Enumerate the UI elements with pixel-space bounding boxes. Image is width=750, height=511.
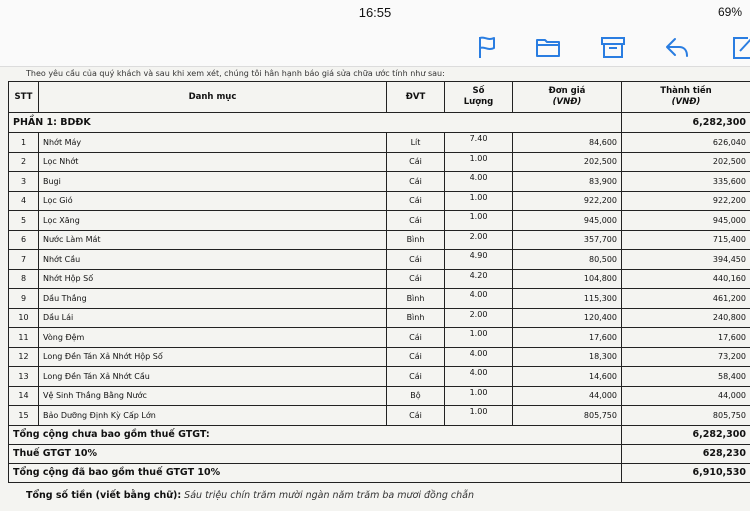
- row-unit: Cái: [387, 406, 445, 426]
- table-row: [9, 347, 750, 367]
- status-time: 16:55: [358, 5, 392, 20]
- quotation-table: [8, 81, 750, 483]
- table-header-row: [9, 82, 750, 113]
- row-unit: Bình: [387, 230, 445, 250]
- row-unit: Bình: [387, 289, 445, 309]
- table-row: [9, 191, 750, 211]
- row-unit-price: 17,600: [513, 328, 622, 348]
- row-item: Dầu Thắng: [39, 289, 387, 309]
- row-stt: 13: [9, 367, 39, 387]
- row-item: Lọc Nhớt: [39, 152, 387, 172]
- row-amount: 17,600: [622, 328, 750, 348]
- row-unit: Lít: [387, 133, 445, 153]
- row-unit: Cái: [387, 328, 445, 348]
- row-amount: 240,800: [622, 308, 750, 328]
- row-unit-price: 357,700: [513, 230, 622, 250]
- row-stt: 10: [9, 308, 39, 328]
- amount-in-words: [26, 490, 474, 501]
- row-item: Nước Làm Mát: [39, 230, 387, 250]
- row-stt: 14: [9, 386, 39, 406]
- row-amount: 440,160: [622, 269, 750, 289]
- quotation-document: [0, 66, 750, 511]
- grand-total-label: Tổng cộng đã bao gồm thuế GTGT 10%: [9, 463, 622, 482]
- status-bar: [0, 0, 750, 26]
- row-quantity: 4.00: [445, 172, 513, 192]
- row-stt: 4: [9, 191, 39, 211]
- row-quantity: 4.00: [445, 347, 513, 367]
- table-row: [9, 367, 750, 387]
- battery-percentage: 69%: [717, 5, 742, 19]
- flag-icon[interactable]: [474, 34, 500, 60]
- row-unit-price: 104,800: [513, 269, 622, 289]
- folder-icon[interactable]: [535, 34, 561, 60]
- table-row: [9, 172, 750, 192]
- header-unit-price: [513, 82, 622, 113]
- row-quantity: 1.00: [445, 191, 513, 211]
- row-quantity: 1.00: [445, 406, 513, 426]
- amount-in-words-label: Tổng số tiền (viết bằng chữ):: [26, 490, 182, 501]
- row-unit: Bình: [387, 308, 445, 328]
- row-unit: Cái: [387, 347, 445, 367]
- section-total: 6,282,300: [622, 113, 750, 133]
- row-unit: Cái: [387, 269, 445, 289]
- row-item: Lọc Gió: [39, 191, 387, 211]
- row-unit-price: 945,000: [513, 211, 622, 231]
- archive-icon[interactable]: [600, 34, 626, 60]
- row-unit-price: 922,200: [513, 191, 622, 211]
- subtotal-value: 6,282,300: [622, 425, 750, 444]
- row-item: Long Đền Tán Xả Nhớt Cầu: [39, 367, 387, 387]
- row-unit: Cái: [387, 367, 445, 387]
- row-item: Nhớt Máy: [39, 133, 387, 153]
- row-amount: 335,600: [622, 172, 750, 192]
- row-amount: 44,000: [622, 386, 750, 406]
- header-amount-line2: (VNĐ): [671, 97, 701, 107]
- row-item: Long Đền Tán Xả Nhớt Hộp Số: [39, 347, 387, 367]
- row-quantity: 1.00: [445, 386, 513, 406]
- row-stt: 12: [9, 347, 39, 367]
- compose-icon[interactable]: [730, 34, 750, 60]
- header-unit-price-line1: Đơn giá: [548, 86, 586, 96]
- table-row: [9, 289, 750, 309]
- row-unit: Cái: [387, 152, 445, 172]
- row-item: Vệ Sinh Thắng Bằng Nước: [39, 386, 387, 406]
- header-item: Danh mục: [39, 82, 387, 113]
- row-quantity: 4.00: [445, 289, 513, 309]
- row-unit-price: 14,600: [513, 367, 622, 387]
- row-unit-price: 84,600: [513, 133, 622, 153]
- mail-toolbar: [0, 26, 750, 67]
- row-quantity: 1.00: [445, 152, 513, 172]
- row-stt: 11: [9, 328, 39, 348]
- row-stt: 2: [9, 152, 39, 172]
- row-item: Bảo Dưỡng Định Kỳ Cấp Lớn: [39, 406, 387, 426]
- table-row: [9, 230, 750, 250]
- header-unit-price-line2: (VNĐ): [552, 97, 582, 107]
- subtotal-row: [9, 425, 750, 444]
- row-amount: 922,200: [622, 191, 750, 211]
- header-unit: ĐVT: [387, 82, 445, 113]
- header-amount: [622, 82, 750, 113]
- row-quantity: 1.00: [445, 211, 513, 231]
- row-unit-price: 80,500: [513, 250, 622, 270]
- table-row: [9, 133, 750, 153]
- table-row: [9, 328, 750, 348]
- header-amount-line1: Thành tiền: [660, 86, 712, 96]
- row-amount: 805,750: [622, 406, 750, 426]
- row-stt: 8: [9, 269, 39, 289]
- row-stt: 1: [9, 133, 39, 153]
- row-unit: Cái: [387, 191, 445, 211]
- row-amount: 73,200: [622, 347, 750, 367]
- row-amount: 202,500: [622, 152, 750, 172]
- vat-row: [9, 444, 750, 463]
- reply-icon[interactable]: [664, 34, 690, 60]
- row-unit: Cái: [387, 172, 445, 192]
- row-stt: 3: [9, 172, 39, 192]
- header-quantity-line1: Số: [472, 86, 485, 96]
- row-stt: 5: [9, 211, 39, 231]
- row-amount: 626,040: [622, 133, 750, 153]
- row-stt: 15: [9, 406, 39, 426]
- row-amount: 461,200: [622, 289, 750, 309]
- grand-total-row: [9, 463, 750, 482]
- row-stt: 7: [9, 250, 39, 270]
- row-quantity: 1.00: [445, 328, 513, 348]
- subtotal-label: Tổng cộng chưa bao gồm thuế GTGT:: [9, 425, 622, 444]
- row-item: Dầu Lái: [39, 308, 387, 328]
- row-item: Nhớt Cầu: [39, 250, 387, 270]
- table-row: [9, 308, 750, 328]
- row-unit-price: 83,900: [513, 172, 622, 192]
- row-unit-price: 44,000: [513, 386, 622, 406]
- table-row: [9, 386, 750, 406]
- row-stt: 6: [9, 230, 39, 250]
- row-unit-price: 120,400: [513, 308, 622, 328]
- table-row: [9, 211, 750, 231]
- table-row: [9, 269, 750, 289]
- row-quantity: 2.00: [445, 230, 513, 250]
- header-quantity: [445, 82, 513, 113]
- row-item: Bugi: [39, 172, 387, 192]
- row-stt: 9: [9, 289, 39, 309]
- table-row: [9, 152, 750, 172]
- row-unit: Bộ: [387, 386, 445, 406]
- row-quantity: 4.20: [445, 269, 513, 289]
- row-unit-price: 202,500: [513, 152, 622, 172]
- row-quantity: 2.00: [445, 308, 513, 328]
- amount-in-words-value: Sáu triệu chín trăm mười ngàn năm trăm ba mươi đồng chẵn: [184, 490, 474, 501]
- vat-label: Thuế GTGT 10%: [9, 444, 622, 463]
- vat-value: 628,230: [622, 444, 750, 463]
- section-row: [9, 113, 750, 133]
- row-amount: 715,400: [622, 230, 750, 250]
- intro-text: Theo yêu cầu của quý khách và sau khi xem xét, chúng tôi hân hạnh báo giá sửa chữa ước tính như sau:: [26, 69, 445, 78]
- row-quantity: 4.00: [445, 367, 513, 387]
- row-quantity: 4.90: [445, 250, 513, 270]
- row-item: Nhớt Hộp Số: [39, 269, 387, 289]
- row-unit: Cái: [387, 250, 445, 270]
- table-row: [9, 406, 750, 426]
- grand-total-value: 6,910,530: [622, 463, 750, 482]
- row-unit-price: 115,300: [513, 289, 622, 309]
- row-item: Lọc Xăng: [39, 211, 387, 231]
- header-stt: STT: [9, 82, 39, 113]
- row-unit: Cái: [387, 211, 445, 231]
- row-quantity: 7.40: [445, 133, 513, 153]
- row-item: Vòng Đệm: [39, 328, 387, 348]
- section-title: PHẦN 1: BDĐK: [9, 113, 622, 133]
- row-unit-price: 805,750: [513, 406, 622, 426]
- header-quantity-line2: Lượng: [463, 97, 494, 107]
- row-amount: 945,000: [622, 211, 750, 231]
- row-amount: 58,400: [622, 367, 750, 387]
- table-row: [9, 250, 750, 270]
- row-amount: 394,450: [622, 250, 750, 270]
- row-unit-price: 18,300: [513, 347, 622, 367]
